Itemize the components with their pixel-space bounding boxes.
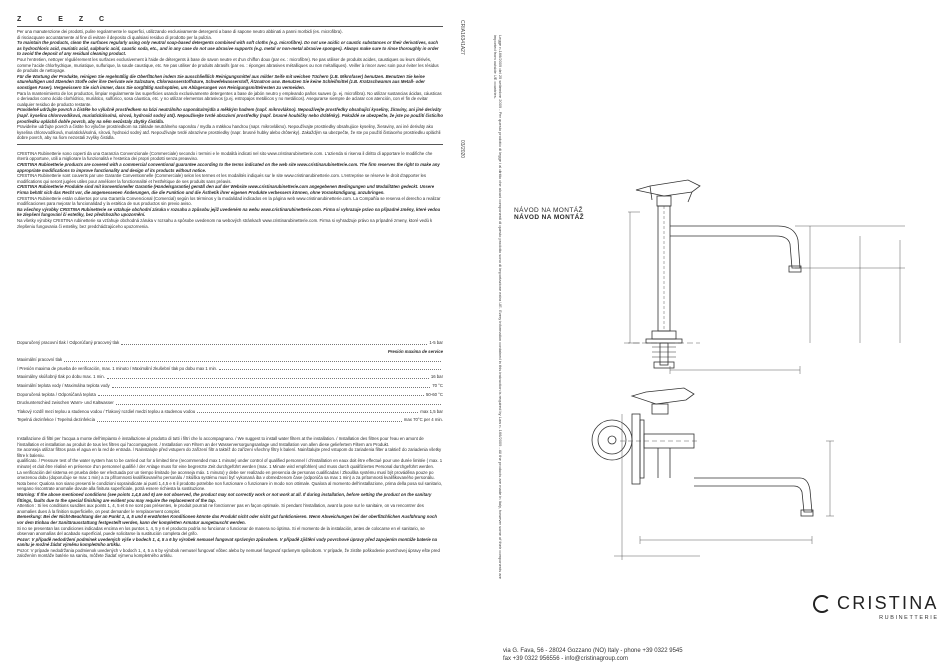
maintenance-paragraph: Per una manutenzione dei prodotti, pulire regolarmente le superfici, utilizzando esclusivamente detergenti a base di sapone neutro abbinati a panni morbidi (es. microfibra). xyxy=(17,29,343,34)
warranty-paragraph: Na všechny výrobky CRISTINA Rubinetterie se vztahuje obchodní záruka v rozsahu a způsobu jejíž uvedeném na webu www.cristinarubinetterie.com. Firma si vyhrazuje právo na případné změny, které vedou ke zlepšení fungování či estetiky, bez předchozího upozornění. xyxy=(17,206,441,218)
spec-leader xyxy=(197,412,418,413)
address-line-1: via G. Fava, 56 - 28024 Gozzano (NO) Italy - phone +39 0322 9545 xyxy=(503,648,683,654)
note-paragraph: Installazione di filtri per l'acqua a monte dell'impianto è installazione al prodotto di tutti i filtri che lo accompagnano. / We suggest to install water filters at the installation. / Installation des filtres pour l'eau en amont de l'installation et installation au produit de tous les filtres qui l'accompagnent. / Installation von Filtern an der Wasserversorgungsanlage und Installation von allen diese geliefertem Filtern am Produkt. xyxy=(17,436,424,447)
maintenance-paragraph: Für die Wartung der Produkte, reinigen Sie regelmäßig die Oberflächen indem Sie ausschließlich Reinigungsmittel aus milder Seife mit weichen Tüchern (z.B. Mikrofaser) benutzen. Benutzen Sie keine säurehaltigen und ätzenden Stoffe oder ihre Derivate wie Salzsäure, Chlorwasserstoffsäure, Schwefelwasserstoff, Ätznatron usw. Benutzen Sie keine Schleifmittel (z.B. Kratzschwamm aus Metall- oder sonstigen Faser). Vergewissern Sie sich immer, dass Sie sorgfältig nachspülen, um Ablagerungen von Reinigungsmittelresten zu vermeiden. xyxy=(17,73,425,90)
maintenance-paragraph: Pravidelne udržujte povrch a čistite ho výlučne prostriedkom na základe neutrálneho saponátu / mydla a mäkkou handrou (napr. mikrovlákno). Nepoužívajte prostriedky obsahujúce kyseliny, žieraviny, ani iné deriváty ako kyselina chlorovodíková, muriatická/solná, sírová, hydroxid sodný atď. Nepoužívajte tvrdé abrazívne prostriedky (napr. brusné hubky alebo drôtenky). Zakaždým sa ubezpečte, že ste po použití čistiaceho prostriedku opláchli dobre povrch, aby na ňom nezostali zvyšky čistidla. xyxy=(17,124,441,141)
note-paragraph: Nota bene: Qualora non siano presenti le condizioni sopraindicate ai punti 1,4,5 e 6 il prodotto potrebbe non funzionare o funzionare in modo non ottimale. Qualora al momento dell'installazione, prima della posa sul sanitario, vengano riscontrate anomalie dovute alla finitura superficiale, potrà essere richiesta la sostituzione. xyxy=(17,480,443,492)
spec-row xyxy=(17,374,443,380)
spec-leader xyxy=(64,361,441,362)
maintenance-section xyxy=(17,29,443,141)
divider xyxy=(17,26,443,27)
spec-row xyxy=(17,357,443,363)
warranty-paragraph: CRISTINA Rubinetterie sono coperti da una Garanzia Convenzionale (Commerciale) secondo i termini e le modalità indicati nel sito www.cristinarubinetterie.com. L'azienda si riserva il diritto di apportare le modifiche che riterrà opportune, utili a migliorare la funzionalità e l'estetica dei propri prodotti senza preavviso. xyxy=(17,150,433,162)
spec-leader xyxy=(116,404,441,405)
title-line-2: NÁVOD NA MONTÁŽ xyxy=(514,214,585,221)
warranty-paragraph: CRISTINA Rubinetterie Produkte sind mit konventioneller Garantie (Handelsgarantie) gemäß den auf der Website www.cristinarubinetterie.com angegebenen Bedingungen und Modalitäten gedeckt. Unsere Firma behält sich das Recht vor, die angemessenen Änderungen, die die Funktion und die Ästhetik ihrer eigenen Produkte verbessern können, ohne Vorankündigung, anzubringen. xyxy=(17,184,435,196)
spec-value: max 70°C per 4 min. xyxy=(403,417,443,423)
spec-label: Dopuručený pracovní tlak / Odporúčaný pracovný tlak xyxy=(17,340,120,345)
spec-row xyxy=(17,400,443,406)
divider xyxy=(17,144,443,145)
technical-specs xyxy=(17,340,443,426)
assembly-title xyxy=(514,207,584,221)
spec-label: / Presión maxima de prueba de verificación, max. 1 minuto / Maximální zkušební tlak po dobu max 1 min. xyxy=(17,365,218,371)
spec-row xyxy=(17,340,443,346)
spec-value: 70 °C xyxy=(432,382,443,388)
note-paragraph: Si no se presentan las condiciones indicadas encima en los puntos 1, 4, 5 y 6 el producto podría no funcionar o funcionar de manera no óptima. Si el momento de la instalación, antes de colocarse en el sanitario, se observan anomalías del acabado superficial, puede solicitarse la sustitución completa del grifo. xyxy=(17,525,425,537)
spec-label: Tepelná dezinfekce / Tepelná dezinfekcia xyxy=(17,417,96,423)
note-paragraph: Attention : Si les conditions susdites aux points 1, 4, 5 et 6 ne sont pas présentes, le produit pourrait ne fonctionner pas en façon optimale. Si pendant l'installation, avant la pose sur le sanitaire, on va rencontrer des anomalies dues à la finition superficielle, on peut demander le remplacement complet. xyxy=(17,503,424,514)
title-line-1: NÁVOD NA MONTÁŽ xyxy=(514,207,583,214)
note-paragraph: qualificato. / Pressure test of the water system has to be carried out for a limited time (recommended max 1 minute) under control of qualified personnel / d'installation en eaux doit être effectué pour une durée limitée ( max. 1 minute) et doit être réalisé en présence d'un personnel qualifié / der Anlage muss für eine begrenzte Zeit durchgeführt werden (max. 1 Minute wird empfohlen) und muss durch qualifiziertes Personal durchgeführt werden. xyxy=(17,458,443,469)
spec-value: max 1,5 bar xyxy=(420,408,443,414)
spec-leader xyxy=(98,395,424,396)
spec-row xyxy=(17,366,443,372)
flange-side-view xyxy=(592,420,632,460)
doc-date: 03/2020 xyxy=(459,140,465,159)
spec-leader xyxy=(121,344,427,345)
handle-hub xyxy=(657,196,671,206)
warranty-paragraph: CRISTINA Rubinetterie products are covered with a commercial conventional guarantee according to the terms indicated on the web site www.cristinarubinetterie.com. The firm reserves the right to make any appropriate modifications to improve functionality and design of its products without notice. xyxy=(17,162,440,173)
brand-sub: RUBINETTERIE xyxy=(879,615,939,621)
spec-value: 16 bar xyxy=(430,374,443,380)
maintenance-paragraph: di risciacquare accuratamente al fine di evitare il deposito di qualsiasi residuo di prodotto per la pulizia. xyxy=(17,34,212,40)
spec-label: Doporučená teplota / Odporúčaná teplota xyxy=(17,391,96,397)
spec-leader xyxy=(97,421,402,422)
installation-notes xyxy=(17,436,443,559)
spec-label: Maximální teplota vody / Maximálna teplota vody xyxy=(17,382,110,388)
note-paragraph: Bemerkung: Bei der Nicht-Beachtung der an Punkt 1, 4, 5 und 6 erwähnten Konditionen könnte das Produkt nicht oder nicht gut funktionieren. Wenn Abweichungen bei der oberflächlichen Ausführung noch vor dem Einbau der Sanitärausstattung festgestellt werden, kann der kompletten Armatur ausgetauscht werden. xyxy=(17,514,438,525)
warranty-paragraph: CRISTINA Rubinetterie están cubiertos por una Garantía Convencional (Comercial) según los términos y la modalidad indicados en la página web www.cristinarubinetterie.com. La Compañía se reserva el derecho a realizar modificaciones para mejorar la funcionalidad y la estética de sus productos sin previo aviso. xyxy=(17,195,441,207)
spec-leader xyxy=(107,378,429,379)
spec-label: Maximální pracovní tlak xyxy=(17,357,63,363)
spec-label: Maximálny skúšobný tlak po dobu max. 1 min. xyxy=(17,374,105,380)
spec-row xyxy=(17,417,443,423)
note-paragraph: Warning: If the above mentioned conditions (see points 1,4,5 and 6) are not observed, the product may not correctly work or not work at all. If during installation, before setting the product on the sanitary fittings, faults due to the special finishing are evident you may require the replacement of the tap. xyxy=(17,491,432,503)
doc-code: CRIA16341A27 xyxy=(459,20,465,55)
spec-label: Tlakový rozdíl mezi teplou a studenou vodou / Tlakový rozdiel medzi teplou a studenou vodou xyxy=(17,408,196,414)
contact-address xyxy=(503,647,683,663)
instruction-text-column xyxy=(17,16,443,229)
document-date xyxy=(459,140,465,158)
pillar-tap-drawing xyxy=(624,180,905,374)
spec-row xyxy=(17,392,443,398)
maintenance-paragraph: To maintain the products, clean the surfaces regularly using only neutral soap-based detergents combined with soft cloths (e.g. microfibre). Do not use acidic or caustic substances or their derivatives, such as hydrochloric acid, muriatic acid, sulphuric acid, caustic soda, etc., and in any case do not use abrasive supports (e.g. metal or non-metal abrasive sponges). Always make sure to rinse thoroughly in order to avoid the deposit of any residual cleaning product. xyxy=(17,40,439,57)
maintenance-paragraph: Para la mantenimiento de los productos, limpiar regularmente las superficies usando exclusivamente detergentes a base de jabón neutro y empleando paños suaves (p. ej. microfibra). No utilizar sustancias ácidas, cáusticas o derivados como ácido clorhídrico, muriático, sulfúrico, sosa cáustica, etc. y no utilizar elementos abrasivos (p.ej. estropajos metálicos y no metálicos). Asegurarse siempre de aclarar con atención, con el fin de evitar cualquier residuo de producto restante. xyxy=(17,90,442,107)
legal-note: Legge n.166/2009 del 25 settembre 2009 - Per questo prodotto di legge i al diritto che alcuni componenti di questo prodotto sono di importazione extra UE. Every information contained in this instruction is required by Law n. 166/2009 - All the products are made in Italy, however some of their components are imported from outside UE countries. xyxy=(493,35,503,580)
tap-body xyxy=(658,206,670,331)
spec-label: Druckunterschied zwischen Warm- und Kaltwasser xyxy=(17,400,114,406)
spec-leader xyxy=(112,387,431,388)
cristina-logo xyxy=(813,593,939,621)
spec-value: 1-5 bar xyxy=(429,340,443,345)
warranty-paragraph: CRISTINA Rubinetterie sont couverts par une Garantie Conventionnelle (Commerciale) selon les termes et les modalités indiqués sur le site www.cristinarubinetterie.com. L'entreprise se réserve le droit d'apporter les modifications qui seront jugées utiles pour améliorer la fonctionnalité et l'esthétique de ses produits sans préavis. xyxy=(17,173,427,184)
maintenance-paragraph: Pour l'entretien, nettoyer régulièrement les surfaces exclusivement à l'aide de détergents à base de savon neutre et d'un chiffon doux (par ex. : microfibre). Ne pas utiliser de produits acides, caustiques ou leurs dérivés, comme l'acide chlorhydrique, muriatique, sulfurique, la soude caustique, etc. Ne pas utiliser de produits abrasifs (par ex. : éponges abrasives métalliques ou non métalliques). Veiller à rincer avec soin pour éviter les résidus de produits de nettoyage. xyxy=(17,56,439,74)
section-header: Z C E Z C xyxy=(17,16,112,23)
maintenance-paragraph: Pravidelně udržujte povrch a čistěte ho výlučně prostředkem na bázi neutrálního saponátu/mýdla a měkkým hadrem (např. mikrovlákno). Nepoužívejte prostředky obsahující kyseliny, žíraviny, ani jiné deriváty (např. kyselina chlorovodíková, muriatická/solná, sírová, hydroxid sodný atd). Nepoužívejte tvrdé abrazivní prostředky (např. brusné houbičky nebo drátěnky). Pokaždé se ubezpečte, že jste po použití čisticího prostředku opláchli dobře povrch, aby na něm nezůstaly zbytky čistidla. xyxy=(17,107,443,124)
note-paragraph: Pozor: V prípade nedodržania podmienok uvedených v bodoch 1, 4, 5 a 6 by výrobok nemusel fungovať vôbec alebo by nemusel fungovať správnym spôsobom. V prípade, že zistíte poškodenie povrchovej úpravy ešte pred založením montáže batérie na sanitu, môžete žiadať výmenu kompletného artiklu. xyxy=(17,547,440,559)
note-paragraph: Pozor: V případě nedodržení podmínek uvedených výše v bodech 1, 4, 5 a 6 by výrobek nemusel fungovat správným způsobem. V případě zjištění vady povrchové úpravy před zapojením montáže baterie na sanitu je možné žádat výměnu kompletního artiklu. xyxy=(17,536,438,548)
note-paragraph: La verificación del sistema en prueba debe ser efectuada por un tiempo limitado (se aconseja máx. 1 minuto) y debe ser realizado en presencia de personas cualificadas / Zkouška systému musí být prováděna pouze po omezenou dobu (doporučuje se max 1 min) a za přítomnosti kvalifikovaného personálu / Skúška systému musí byť vykonaná iba v obmedzenom čase (odporúča sa max 1 min) a za prítomnosti kvalifikovaného personálu. xyxy=(17,469,435,481)
spec-leader xyxy=(219,369,441,370)
spec-row xyxy=(17,383,443,389)
address-line-2: fax +39 0322 956556 - info@cristinagroup.com xyxy=(503,656,629,662)
brand-name: CRISTINA xyxy=(837,593,939,613)
wall-tap-drawing xyxy=(614,388,834,560)
warranty-paragraph: Na všetky výrobky CRISTINA rubinetterie sa vzťahuje obchodná záruka v rozsahu a spôsobe uvedenom na webových stránkach www.cristinarubinetterie.com. Firma si vyhradzuje právo na prípadné zmeny, ktoré vedú k zlepšeniu fungovania či estetiky, bez predchádzajúceho upozornenia. xyxy=(17,218,433,229)
warranty-section xyxy=(17,151,443,229)
note-paragraph: Se aconseja utilizar filtros para el agua en la red de entrada. / Nainstalujte před vstupem do zařízení filtr a taktéž do zařízení všechny filtry k balení. Nainštalujte pred vstupom do zariadenia filter a taktiež do zariadenia všetky filtre k baleniu. xyxy=(17,447,442,458)
spec-value: 50-60 °C xyxy=(425,391,443,397)
spec-note: Presión maxima de service xyxy=(387,348,443,354)
spec-row xyxy=(17,409,443,415)
logo-mark-icon xyxy=(813,595,831,613)
document-code xyxy=(459,20,465,55)
